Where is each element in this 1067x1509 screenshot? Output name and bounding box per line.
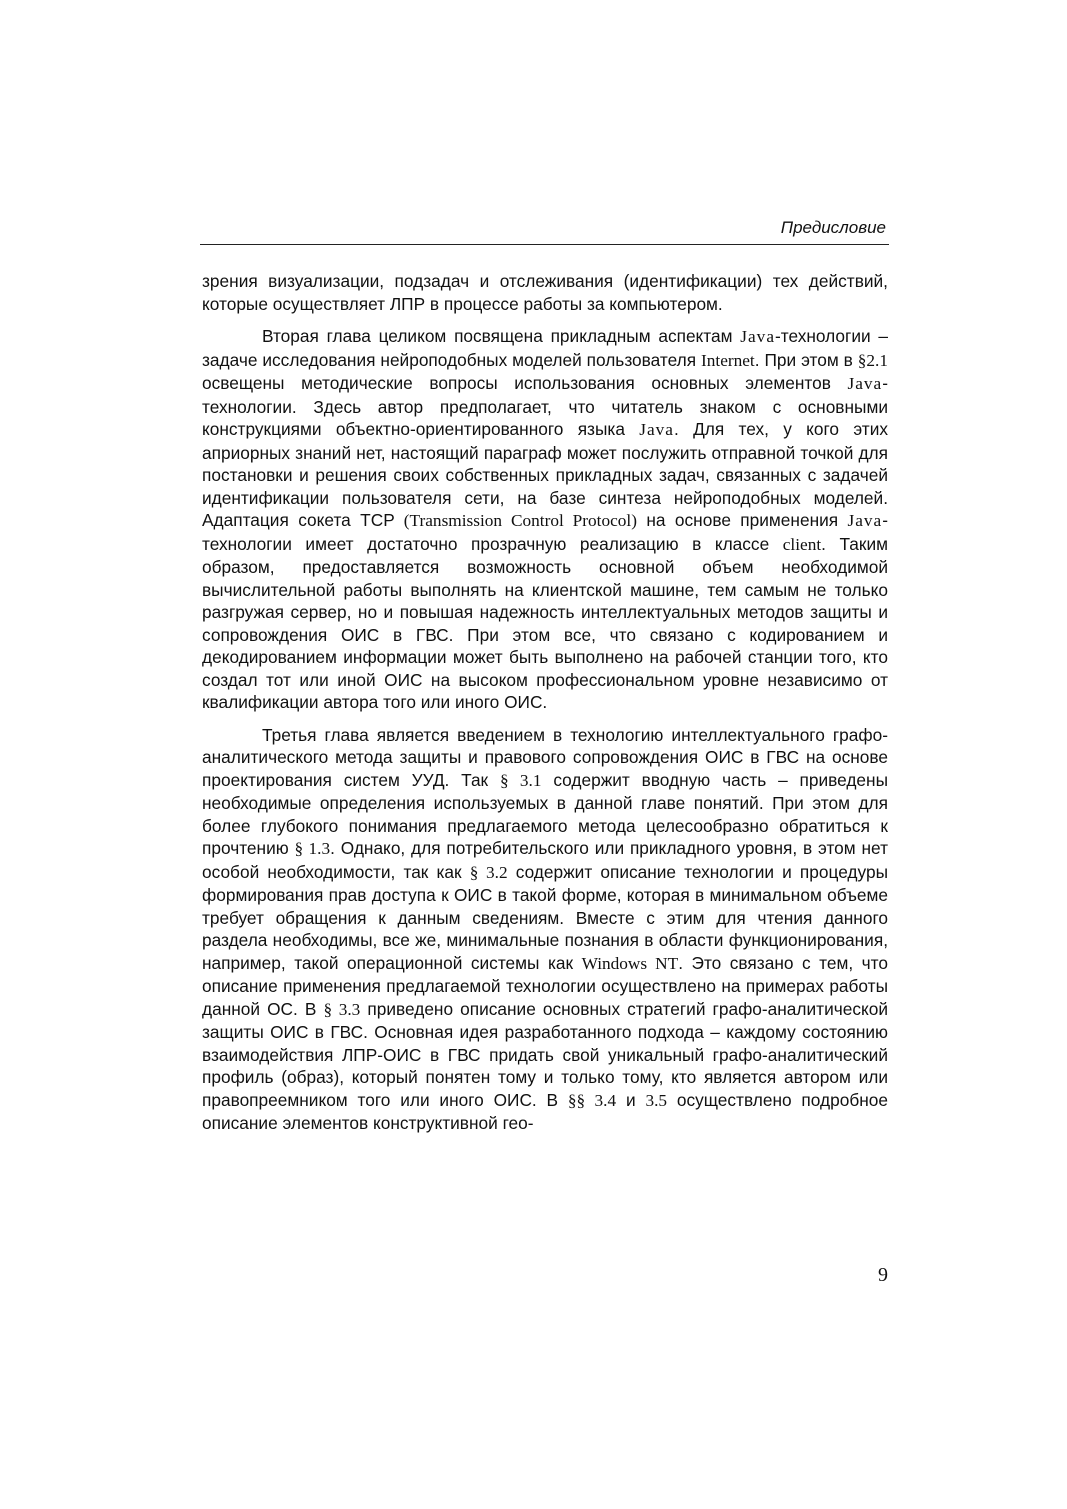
- text-run: зрения визуализации, подзадач и отслеживания (идентификации) тех действий, которые осуществляет ЛПР в процессе работы за компьютером.: [202, 271, 888, 314]
- latin-term: § 3.3: [323, 999, 361, 1019]
- text-run: Вторая глава целиком посвящена прикладным аспектам: [262, 326, 741, 346]
- latin-term: § 3.2: [469, 862, 508, 882]
- latin-term: § 3.1: [499, 770, 542, 790]
- latin-term: Java: [740, 327, 775, 346]
- text-run: . При этом в: [754, 349, 858, 370]
- latin-term: §2.1: [857, 350, 888, 370]
- latin-term: 3.5: [645, 1090, 668, 1110]
- latin-term: client: [782, 534, 822, 554]
- text-run: . Для тех, у кого этих априорных знаний нет, настоящий параграф может послужить отправной точкой для постановки и решения своих собственных прикладных задач, связанных с задачей идентификации пользователя сети, на базе синтеза нейроподобных моделей. Адаптация сокета TCP: [202, 419, 888, 530]
- latin-term: Java: [639, 420, 674, 439]
- text-run: . Это связано с тем, что описание применения предлагаемой технологии осуществлено на примерах работы данной ОС. В: [202, 952, 888, 1019]
- text-run: на основе применения: [637, 510, 848, 530]
- text-run: содержит вводную часть – приведены необходимые определения используемых в данной главе понятий. При этом для более глубокого понимания предлагаемого метода целесообразно обратиться к прочтению: [202, 769, 888, 858]
- paragraph-chapter-two: [202, 325, 888, 714]
- text-run: освещены методические вопросы использования основных элементов: [202, 373, 848, 393]
- header-rule: [200, 244, 889, 245]
- paragraph-continued: [202, 270, 888, 315]
- text-run: и: [616, 1089, 646, 1110]
- latin-term: (Transmission Control Protocol): [403, 511, 637, 530]
- latin-term: § 1.3: [294, 839, 331, 858]
- text-run: содержит описание технологии и процедуры формирования прав доступа к ОИС в такой форме, которая в минимальном объеме требует обращения к данным сведениям. Вместе с этим для чтения данного раздела необходимы, все же, минимальные познания в области функционирования, например, такой операционной системы как: [202, 861, 888, 973]
- paragraph-chapter-three: [202, 724, 888, 1135]
- text-run: -технологии имеет достаточно прозрачную реализацию в классе: [202, 510, 888, 554]
- text-run: . Таким образом, предоставляется возможность основной объем необходимой вычислительной работы выполнять на клиентской машине, тем самым не только разгружая сервер, но и повышая надежность интеллектуальных методов защиты и сопровождения ОИС в ГВС. При этом все, что связано с кодированием и декодированием информации может быть выполнено на рабочей станции того, кто создал тот или иной ОИС на высоком профессиональном уровне независимо от квалификации автора того или иного ОИС.: [202, 533, 888, 712]
- latin-term: Internet: [701, 350, 755, 370]
- body-text: [202, 270, 888, 1135]
- latin-term: Windows NT: [581, 953, 679, 973]
- text-run: осуществлено подробное описание элементов конструктивной гео-: [202, 1089, 888, 1133]
- text-run: -технологии – задаче исследования нейроподобных моделей пользователя: [202, 326, 888, 370]
- text-run: . Однако, для потребительского или прикладного уровня, в этом нет особой необходимости, так как: [202, 838, 888, 882]
- latin-term: Java: [847, 374, 883, 393]
- text-run: приведено описание основных стратегий графо-аналитической защиты ОИС в ГВС. Основная идея разработанного подхода – каждому состоянию взаимодействия ЛПР-ОИС в ГВС придать свой уникальный графо-аналитический профиль (образ), который понятен тому и только тому, кто является автором или правопреемником того или иного ОИС. В: [202, 998, 889, 1110]
- latin-term: Java: [847, 511, 883, 530]
- latin-term: §§ 3.4: [567, 1090, 617, 1110]
- running-head: Предисловие: [780, 218, 886, 237]
- page-number: 9: [878, 1264, 888, 1286]
- text-run: Третья глава является введением в технологию интеллектуального графо-аналитического метода защиты и правового сопровождения ОИС в ГВС на основе проектирования систем УУД. Так: [202, 724, 888, 790]
- text-run: -технологии. Здесь автор предполагает, что читатель знаком с основными конструкциями объектно-ориентированного языка: [202, 373, 888, 439]
